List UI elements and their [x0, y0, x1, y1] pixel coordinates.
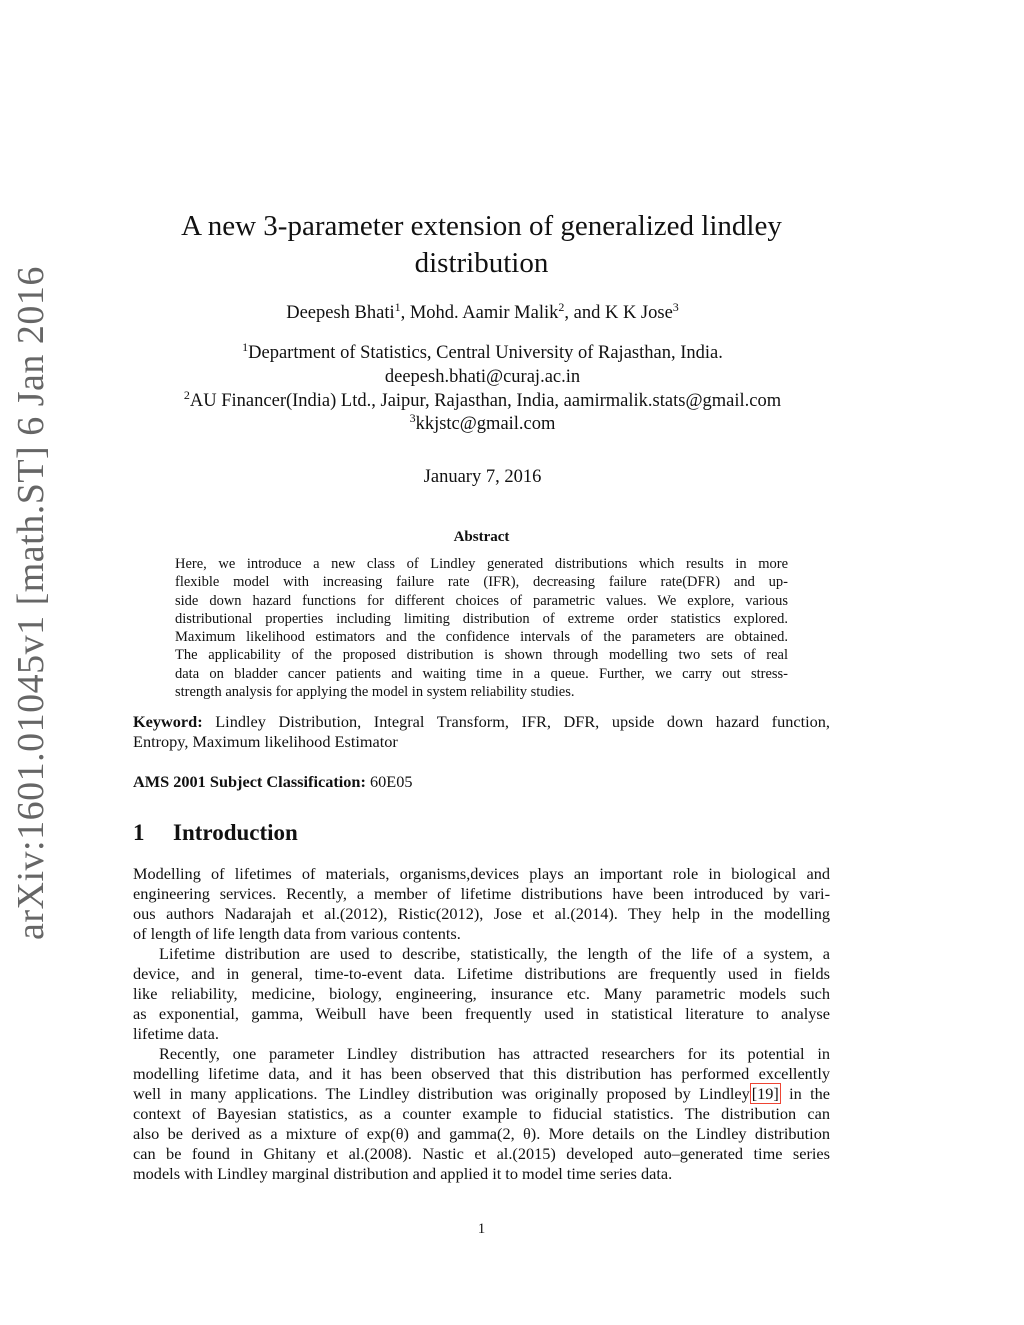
paragraph-line: also be derived as a mixture of exp(θ) and gamma(2, θ). More details on the Lindley distribution — [133, 1124, 830, 1143]
page-number: 1 — [477, 1221, 486, 1237]
publication-date: January 7, 2016 — [423, 467, 542, 487]
keyword-line: Entropy, Maximum likelihood Estimator — [133, 732, 398, 751]
abstract-line: The applicability of the proposed distribution is shown through modelling two sets of real — [175, 647, 788, 664]
affiliation-2 — [100, 390, 865, 412]
section-heading-introduction — [133, 820, 298, 846]
paragraph-line: Modelling of lifetimes of materials, organisms,devices plays an important role in biological and — [133, 864, 830, 883]
keyword-text: Lindley Distribution, Integral Transform, IFR, DFR, upside down hazard function, — [202, 712, 830, 731]
affiliation-superscript: 2 — [183, 388, 190, 402]
affiliation-text: AU Financer(India) Ltd., Jaipur, Rajasthan, India, aamirmalik.stats@gmail.com — [189, 391, 782, 411]
intro-paragraph-3 — [133, 1044, 830, 1184]
paragraph-line: models with Lindley marginal distribution and applied it to model time series data. — [133, 1164, 673, 1183]
keyword-line — [133, 712, 830, 732]
abstract-line: Maximum likelihood estimators and the confidence intervals of the parameters are obtained. — [175, 629, 788, 646]
paragraph-line: context of Bayesian statistics, as a counter example to fiducial statistics. The distribution can — [133, 1104, 830, 1123]
paragraph-line: engineering services. Recently, a member of lifetime distributions have been introduced by vari- — [133, 884, 830, 903]
affiliation-superscript: 1 — [242, 340, 249, 354]
section-title: Introduction — [173, 820, 298, 845]
title-line: A new 3-parameter extension of generalized lindley — [181, 210, 782, 242]
paragraph-text: well in many applications. The Lindley distribution was originally proposed by Lindley — [133, 1084, 750, 1103]
author-name: Deepesh Bhati — [286, 303, 395, 323]
abstract-heading: Abstract — [453, 529, 510, 545]
abstract-line: Here, we introduce a new class of Lindley generated distributions which results in more — [175, 556, 788, 572]
paragraph-line: can be found in Ghitany et al.(2008). Nastic et al.(2015) developed auto–generated time series — [133, 1144, 830, 1163]
citation-link[interactable]: [19] — [751, 1084, 779, 1103]
arxiv-identifier-stamp: arXiv:1601.01045v1 [math.ST] 6 Jan 2016 — [10, 266, 52, 940]
author-list — [100, 302, 865, 324]
keywords — [133, 712, 830, 752]
ams-value: 60E05 — [365, 772, 413, 791]
abstract-body — [175, 555, 788, 701]
paragraph-line: as exponential, gamma, Weibull have been frequently used in statistical literature to analyse — [133, 1004, 830, 1023]
author-superscript: 3 — [672, 300, 679, 314]
ams-label: AMS 2001 Subject Classification: — [133, 772, 366, 791]
author-name: , Mohd. Aamir Malik — [400, 303, 559, 323]
abstract-line: data on bladder cancer patients and waiting time in a queue. Further, we carry out stress- — [175, 665, 788, 682]
abstract-line: distributional properties including limiting distribution of extreme order statistics explored. — [175, 610, 788, 627]
paragraph-text: in the — [780, 1084, 830, 1103]
intro-paragraph-2 — [133, 944, 830, 1044]
abstract-line: flexible model with increasing failure rate (IFR), decreasing failure rate(DFR) and up- — [175, 574, 788, 591]
paper-title — [133, 208, 830, 282]
ams-classification — [133, 772, 830, 792]
intro-paragraph-1 — [133, 864, 830, 944]
ams-line — [133, 772, 830, 792]
paragraph-line: Recently, one parameter Lindley distribution has attracted researchers for its potential in — [159, 1044, 830, 1063]
affiliation-superscript: 3 — [409, 411, 416, 425]
paragraph-line — [133, 1084, 830, 1104]
paragraph-line: of length of life length data from various contents. — [133, 924, 461, 943]
paragraph-line: like reliability, medicine, biology, engineering, insurance etc. Many parametric models such — [133, 984, 830, 1003]
title-line: distribution — [414, 247, 549, 279]
abstract-line: side down hazard functions for different choices of parametric values. We explore, various — [175, 592, 788, 609]
paragraph-line: device, and in general, time-to-event data. Lifetime distributions are frequently used in fields — [133, 964, 830, 983]
author-superscript: 2 — [558, 300, 565, 314]
author-superscript: 1 — [394, 300, 401, 314]
paragraph-line: ous authors Nadarajah et al.(2012), Ristic(2012), Jose et al.(2014). They help in the modelling — [133, 904, 830, 923]
author-name: , and K K Jose — [564, 303, 673, 323]
section-number: 1 — [133, 820, 145, 845]
paragraph-line: Lifetime distribution are used to describe, statistically, the length of the life of a system, a — [159, 944, 830, 963]
paragraph-line: lifetime data. — [133, 1024, 219, 1043]
affiliation-3 — [100, 413, 865, 435]
abstract-line: strength analysis for applying the model in system reliability studies. — [175, 684, 575, 701]
keyword-label: Keyword: — [133, 712, 203, 731]
affiliation-1-email: deepesh.bhati@curaj.ac.in — [384, 367, 581, 387]
affiliation-text: kkjstc@gmail.com — [415, 414, 556, 434]
affiliation-1 — [100, 342, 865, 364]
affiliation-text: Department of Statistics, Central University of Rajasthan, India. — [248, 343, 723, 363]
paragraph-line: modelling lifetime data, and it has been observed that this distribution has performed excellently — [133, 1064, 830, 1083]
